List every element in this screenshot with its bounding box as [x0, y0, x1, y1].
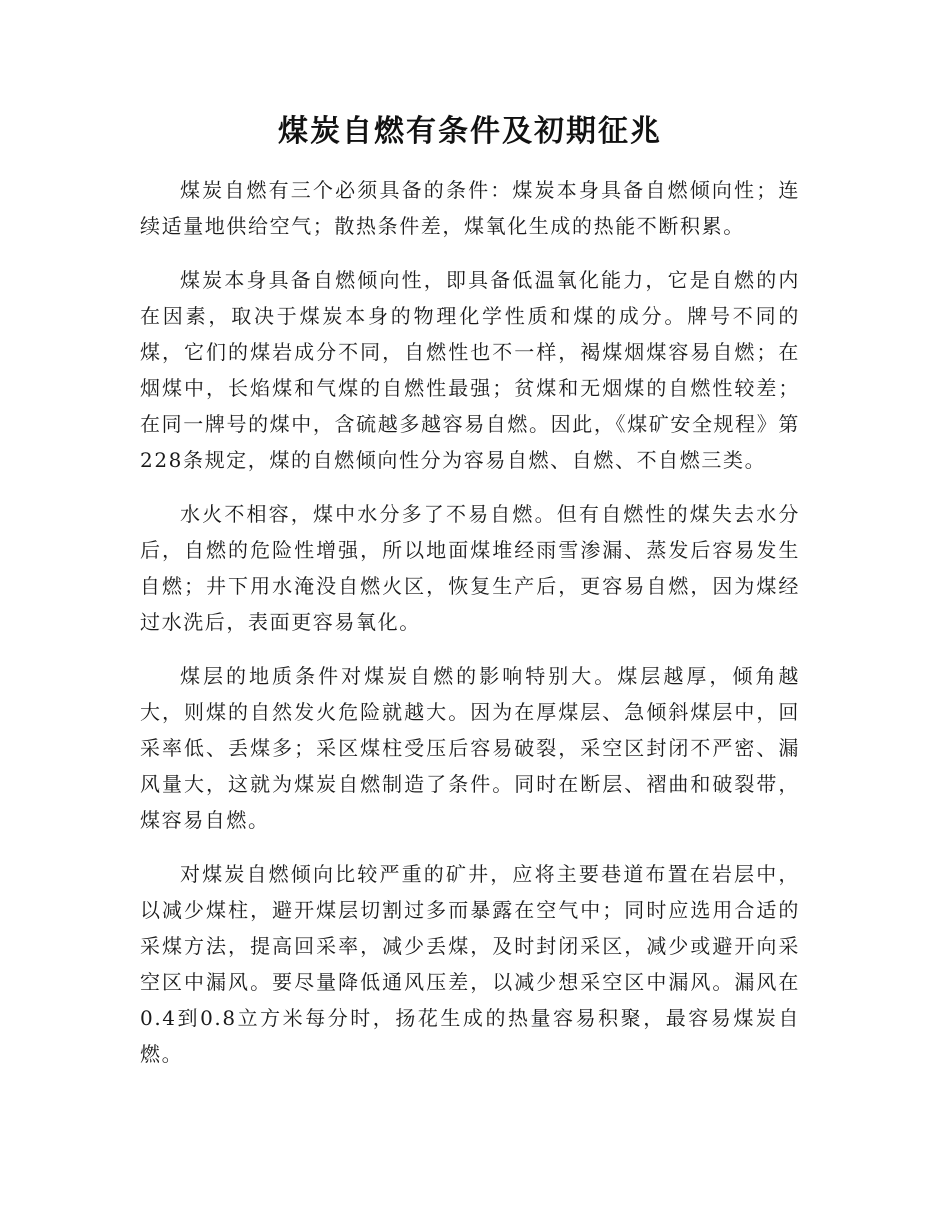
paragraph-conditions: 煤炭自燃有三个必须具备的条件：煤炭本身具备自燃倾向性；连续适量地供给空气；散热条件差，煤氧化生成的热能不断积累。 — [140, 178, 800, 238]
paragraph-geology: 煤层的地质条件对煤炭自燃的影响特别大。煤层越厚，倾角越大，则煤的自然发火危险就越大。因为在厚煤层、急倾斜煤层中，回采率低、丢煤多；采区煤柱受压后容易破裂，采空区封闭不严密、漏风量大，这就为煤炭自燃制造了条件。同时在断层、褶曲和破裂带，煤容易自燃。 — [140, 664, 800, 832]
paragraph-spontaneous-tendency: 煤炭本身具备自燃倾向性，即具备低温氧化能力，它是自燃的内在因素，取决于煤炭本身的物理化学性质和煤的成分。牌号不同的煤，它们的煤岩成分不同，自燃性也不一样，褐煤烟煤容易自燃；在烟煤中，长焰煤和气煤的自燃性最强；贫煤和无烟煤的自燃性较差；在同一牌号的煤中，含硫越多越容易自燃。因此，《煤矿安全规程》第228条规定，煤的自燃倾向性分为容易自燃、自燃、不自燃三类。 — [140, 268, 800, 472]
document-title: 煤炭自燃有条件及初期征兆 — [278, 114, 662, 149]
paragraph-moisture: 水火不相容，煤中水分多了不易自燃。但有自燃性的煤失去水分后，自燃的危险性增强，所以地面煤堆经雨雪渗漏、蒸发后容易发生自燃；井下用水淹没自燃火区，恢复生产后，更容易自燃，因为煤经过水洗后，表面更容易氧化。 — [140, 502, 800, 634]
paragraph-prevention: 对煤炭自燃倾向比较严重的矿井，应将主要巷道布置在岩层中，以减少煤柱，避开煤层切割过多而暴露在空气中；同时应选用合适的采煤方法，提高回采率，减少丢煤，及时封闭采区，减少或避开向采空区中漏风。要尽量降低通风压差，以减少想采空区中漏风。漏风在0.4到0.8立方米每分时，扬花生成的热量容易积聚，最容易煤炭自燃。 — [140, 862, 800, 1066]
document-page — [140, 108, 800, 1090]
